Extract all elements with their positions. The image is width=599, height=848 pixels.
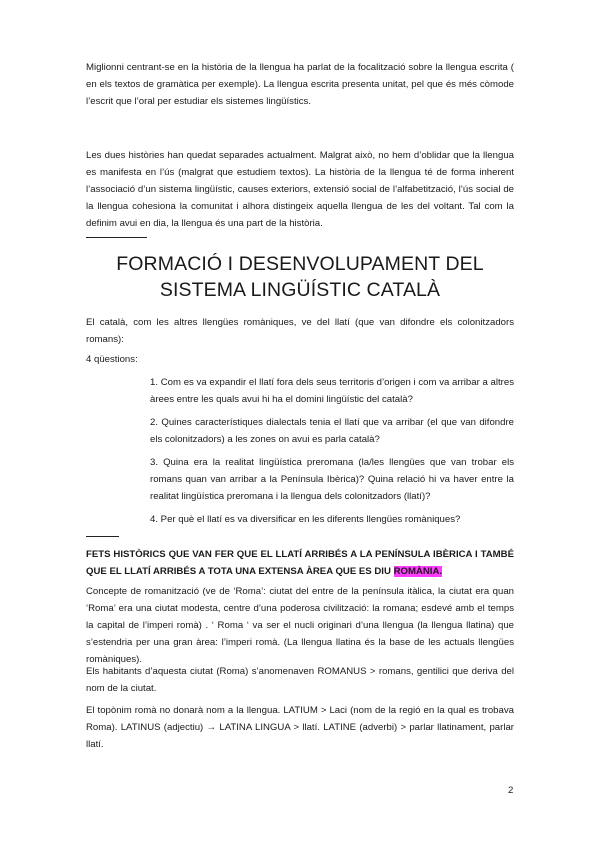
section-title-line-1: FORMACIÓ I DESENVOLUPAMENT DEL xyxy=(116,253,484,275)
question-item-1: 1. Com es va expandir el llatí fora dels seus territoris d’origen i com va arribar a altres àrees entre les quals avui hi ha el domini lingüístic del català? xyxy=(150,377,514,405)
paragraph-romanitzacio: Concepte de romanització (ve de ‘Roma’: ciutat del entre de la península itàlica, la ciutat era quan ‘Roma’ era una ciutat modesta, centre d’una poderosa civilització: la romana; esdevé amb el temps la capital de l’imperi romà) . ‘ Roma ‘ va ser el nucli originari d’una llengua (la llengua llatina) que s’estendria per una gran àrea: l’imperi romà. (La llengua llatina és la base de les actuals llengües romàniques). xyxy=(86,586,514,665)
paragraph-intro-focalitzacio: Miglionni centrant-se en la història de la llengua ha parlat de la focalització sobre la llengua escrita ( en els textos de gramàtica per exemple). La llengua escrita presenta unitat, pel que és més còmode l’escrit que l’oral per estudiar els sistemes lingüístics. xyxy=(86,62,514,107)
questions-label: 4 qüestions: xyxy=(86,354,138,365)
paragraph-dues-histories: Les dues històries han quedat separades actualment. Malgrat això, no hem d’oblidar que la llengua es manifesta en l’ús (malgrat que estudiem textos). La història de la llengua té de forma inherent l’associació d’un sistema lingüístic, causes exteriors, extensió social de l’alfabetització, l’ús social de la llengua cohesiona la comunitat i alhora distingeix aquella llengua de les del voltant. Tal com la definim avui en dia, la llengua és una part de la història. xyxy=(86,150,514,229)
question-item-4: 4. Per què el llatí es va diversificar en les diferents llengües romàniques? xyxy=(150,514,461,525)
historical-facts-heading xyxy=(86,546,514,580)
section-title-line-2: SISTEMA LINGÜÍSTIC CATALÀ xyxy=(159,279,441,301)
romania-highlight: ROMÀNIA. xyxy=(393,566,443,577)
questions-list xyxy=(150,374,514,528)
separator-rule-short xyxy=(86,536,119,537)
historical-facts-heading-text: FETS HISTÒRICS QUE VAN FER QUE EL LLATÍ ARRIBÉS A LA PENÍNSULA IBÈRICA I TAMBÉ QUE EL LLATÍ ARRIBÉS A TOTA UNA EXTENSA ÀREA QUE ES DIU xyxy=(86,549,514,577)
paragraph-habitants-roma: Els habitants d’aquesta ciutat (Roma) s’anomenaven ROMANUS > romans, gentilici que deriva del nom de la ciutat. xyxy=(86,666,514,694)
intro-paragraph: El català, com les altres llengües romàniques, ve del llatí (que van difondre els colonitzadors romans): xyxy=(86,317,514,345)
question-item-3: 3. Quina era la realitat lingüística preromana (la/les llengües que van trobar els romans quan van arribar a la Península Ibèrica)? Quina relació hi va haver entre la realitat lingüística preromana i la llengua dels colonitzadors (llatí)? xyxy=(150,457,514,502)
separator-rule xyxy=(86,237,147,238)
page-number: 2 xyxy=(508,785,514,796)
paragraph-toponim: El topònim romà no donarà nom a la llengua. LATIUM > Laci (nom de la regió en la qual es trobava Roma). LATINUS (adjectiu) → LATINA LINGUA > llatí. LATINE (adverbi) > parlar llatinament, parlar llatí. xyxy=(86,705,514,750)
section-title xyxy=(86,251,514,303)
question-item-2: 2. Quines característiques dialectals tenia el llatí que va arribar (el que van difondre els colonitzadors) a les zones on avui es parla català? xyxy=(150,417,514,445)
